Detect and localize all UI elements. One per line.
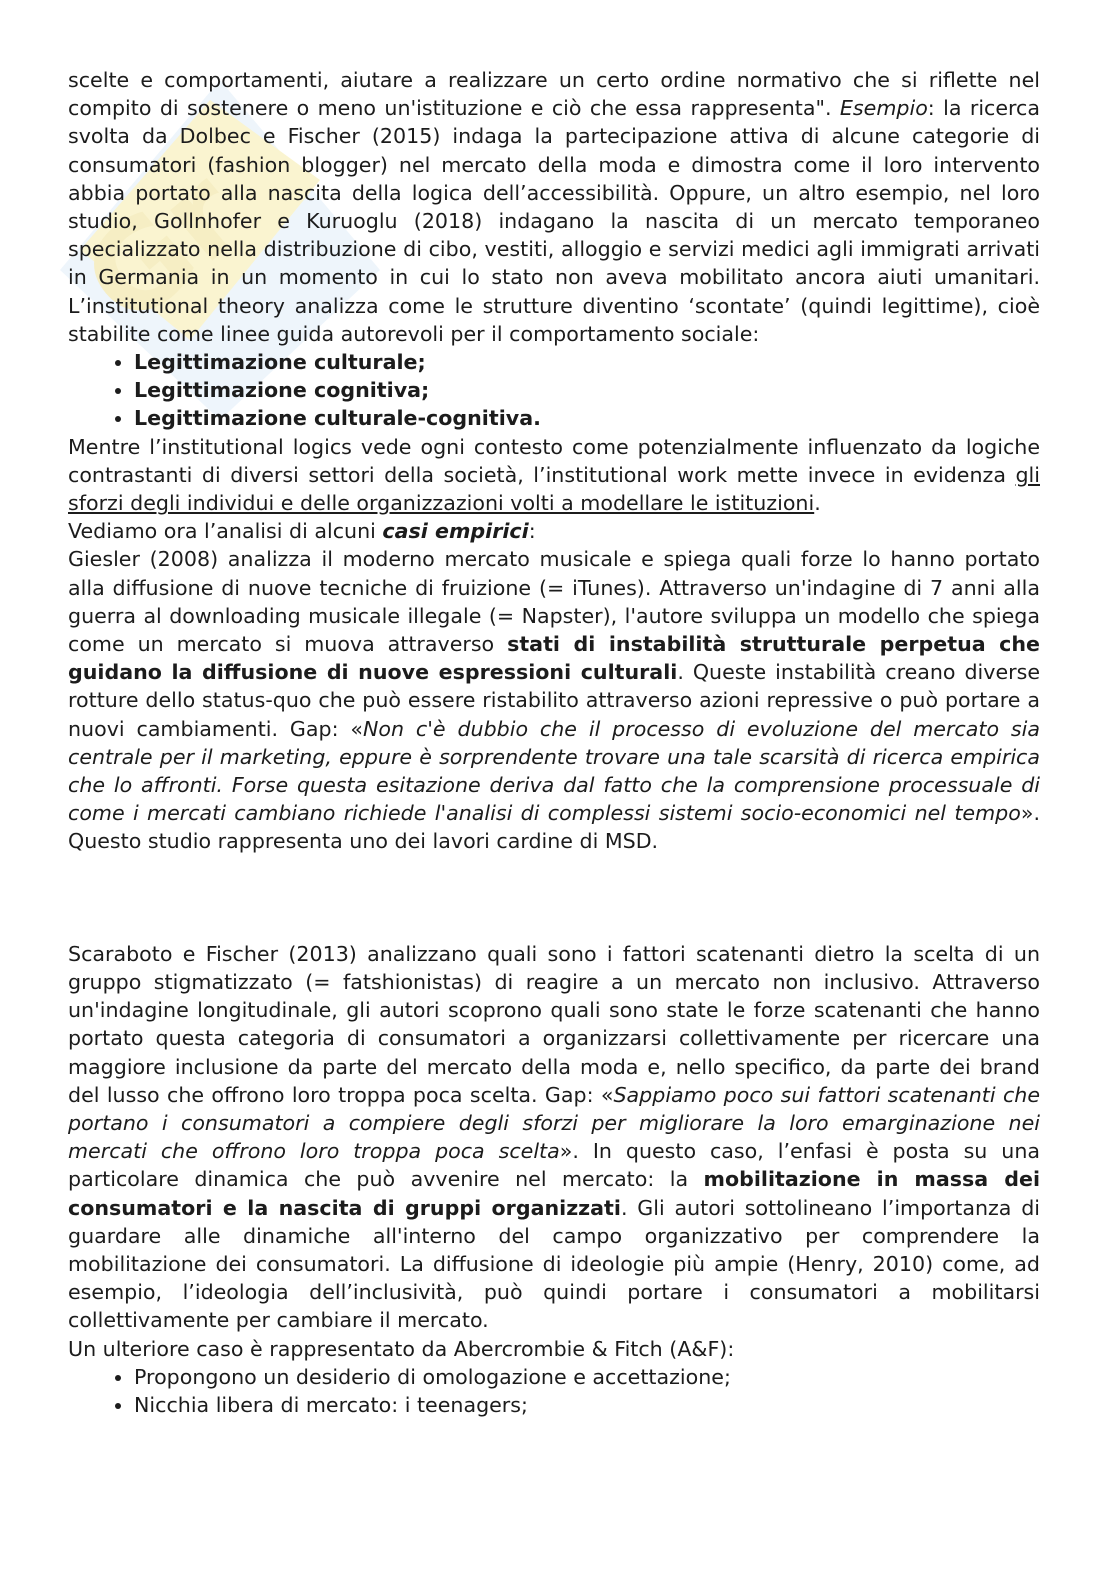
paragraph-giesler: Giesler (2008) analizza il moderno mercato musicale e spiega quali forze lo hanno portato alla diffusione di nuove tecniche di fruizione (= iTunes). Attraverso un'indagine di 7 anni alla guerra al downloading musicale illegale (= Napster), l'autore sviluppa un modello che spiega come un mercato si muova attraverso stati di instabilità strutturale perpetua che guidano la diffusione di nuove espressioni culturali. Queste instabilità creano diverse rotture dello status-quo che può essere ristabilito attraverso azioni repressive o può portare a nuovi cambiamenti. Gap: «Non c'è dubbio che il processo di evoluzione del mercato sia centrale per il marketing, eppure è sorprendente trovare una tale scarsità di ricerca empirica che lo affronti. Forse questa esitazione deriva dal fatto che la comprensione processuale di come i mercati cambiano richiede l'analisi di complessi sistemi socio-economici nel tempo». Questo studio rappresenta uno dei lavori cardine di MSD. bbox=[68, 547, 1040, 854]
spacer bbox=[68, 856, 1040, 940]
document-page bbox=[68, 66, 1040, 1419]
list-item: • Legittimazione culturale-cognitiva. bbox=[134, 404, 1040, 432]
paragraph-abercrombie: Un ulteriore caso è rappresentato da Abercrombie & Fitch (A&F): bbox=[68, 1336, 735, 1361]
paragraph-scaraboto-fischer: Scaraboto e Fischer (2013) analizzano quali sono i fattori scatenanti dietro la scelta di un gruppo stigmatizzato (= fatshionistas) di reagire a un mercato non inclusivo. Attraverso un'indagine longitudinale, gli autori scoprono quali sono state le forze scatenanti che hanno portato questa categoria di consumatori a organizzarsi collettivamente per ricercare una maggiore inclusione da parte del mercato della moda e, nello specifico, da parte dei brand del lusso che offrono loro troppa poca scelta. Gap: «Sappiamo poco sui fattori scatenanti che portano i consumatori a compiere degli sforzi per migliorare la loro emarginazione nei mercati che offrono loro troppa poca scelta». In questo caso, l’enfasi è posta su una particolare dinamica che può avvenire nel mercato: la mobilitazione in massa dei consumatori e la nascita di gruppi organizzati. Gli autori sottolineano l’importanza di guardare alle dinamiche all'interno del campo organizzativo per comprendere la mobilitazione dei consumatori. La diffusione di ideologie più ampie (Henry, 2010) come, ad esempio, l’ideologia dell’inclusività, può quindi portare i consumatori a mobilitarsi collettivamente per cambiare il mercato. bbox=[68, 941, 1040, 1333]
paragraph-institutional-theory: scelte e comportamenti, aiutare a realizzare un certo ordine normativo che si riflette nel compito di sostenere o meno un'istituzione e ciò che essa rappresenta". Esempio: la ricerca svolta da Dolbec e Fischer (2015) indaga la partecipazione attiva di alcune categorie di consumatori (fashion blogger) nel mercato della moda e dimostra come il loro intervento abbia portato alla nascita della logica dell’accessibilità. Oppure, un altro esempio, nel loro studio, Gollnhofer e Kuruoglu (2018) indagano la nascita di un mercato temporaneo specializzato nella distribuzione di cibo, vestiti, alloggio e servizi medici agli immigrati arrivati in Germania in un momento in cui lo stato non aveva mobilitato ancora aiuti umanitari. L’institutional theory analizza come le strutture diventino ‘scontate’ (quindi legittime), cioè stabilite come linee guida autorevoli per il comportamento sociale: bbox=[68, 68, 1040, 346]
paragraph-institutional-work: Mentre l’institutional logics vede ogni contesto come potenzialmente influenzato da logiche contrastanti di diversi settori della società, l’institutional work mette invece in evidenza gli sforzi degli individui e delle organizzazioni volti a modellare le istituzioni. bbox=[68, 434, 1040, 516]
abercrombie-list bbox=[68, 1363, 1040, 1419]
svg-text:Gr: Gr bbox=[58, 144, 269, 353]
list-item: • Nicchia libera di mercato: i teenagers; bbox=[134, 1391, 1040, 1419]
paragraph-empirical-cases: Vediamo ora l’analisi di alcuni casi empirici: bbox=[68, 519, 536, 544]
legitimation-list bbox=[68, 348, 1040, 433]
list-item: • Propongono un desiderio di omologazione e accettazione; bbox=[134, 1363, 1040, 1391]
list-item: • Legittimazione culturale; bbox=[134, 348, 1040, 376]
list-item: • Legittimazione cognitiva; bbox=[134, 376, 1040, 404]
